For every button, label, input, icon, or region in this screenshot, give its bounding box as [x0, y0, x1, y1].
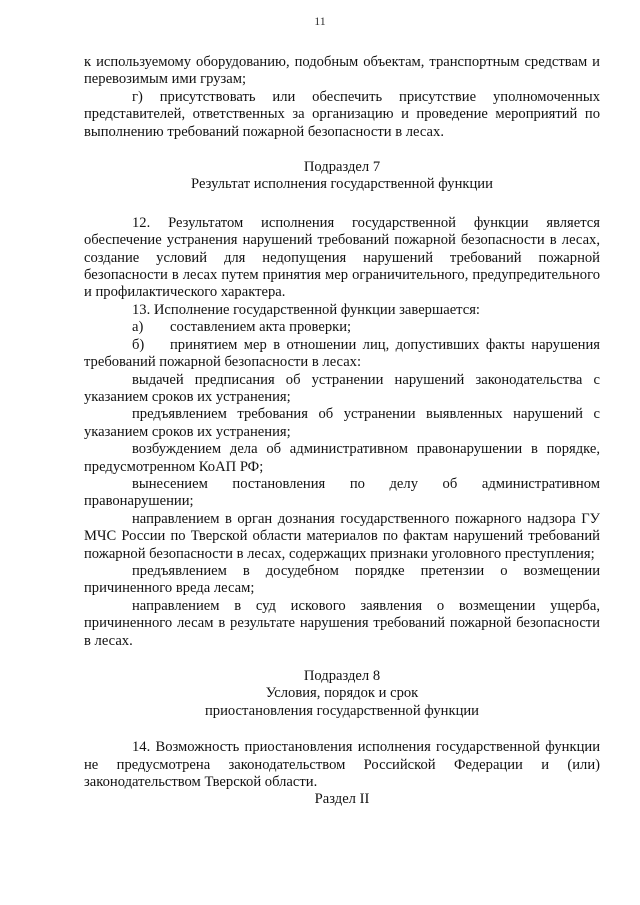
- list-text-b-rest: требований пожарной безопасности в лесах:: [84, 354, 362, 371]
- paragraph-item-14: 14. Возможность приостановления исполнения государственной функции не предусмотрена законодательством Российской Федерации и (или) законодательством Тверской области.: [84, 739, 600, 791]
- page-number: 11: [314, 14, 326, 28]
- subsection-8-title-line-1: Условия, порядок и срок: [265, 685, 419, 702]
- paragraph-equipment-access: к используемому оборудованию, подобным объектам, транспортным средствам и перевозимым ими грузам;: [84, 54, 600, 88]
- paragraph-item-13-intro: 13. Исполнение государственной функции завершается:: [132, 301, 480, 318]
- list-item-a: [84, 319, 600, 336]
- document-body: [84, 54, 600, 809]
- subsection-8-heading: Подраздел 8: [303, 668, 381, 684]
- section-2-heading: Раздел II: [314, 791, 370, 808]
- list-text-a: составлением акта проверки;: [170, 319, 352, 336]
- measure-item: направлением в суд искового заявления о возмещении ущерба, причиненного лесам в результате нарушения требований пожарной безопасности в лесах.: [84, 597, 600, 649]
- list-item-b: [84, 337, 600, 372]
- measure-item: направлением в орган дознания государственного пожарного надзора ГУ МЧС России по Тверской области материалов по фактам нарушений требований пожарной безопасности в лесах, содержащих признаки уголовного преступления;: [84, 510, 600, 562]
- list-marker-b: б): [132, 336, 145, 353]
- subsection-8-title-line-2: приостановления государственной функции: [204, 702, 479, 719]
- measure-item: предъявлением в досудебном порядке претензии о возмещении причиненного вреда лесам;: [84, 562, 600, 597]
- measure-item: предъявлением требования об устранении выявленных нарушений с указанием сроков их устранения;: [84, 406, 600, 440]
- measure-item: вынесением постановления по делу об административном правонарушении;: [84, 475, 600, 510]
- measure-item: выдачей предписания об устранении нарушений законодательства с указанием сроков их устранения;: [84, 371, 600, 405]
- subsection-7-title: Результат исполнения государственной функции: [191, 176, 493, 193]
- paragraph-item-12: 12. Результатом исполнения государственной функции является обеспечение устранения нарушений требований пожарной безопасности в лесах, создание условий для недопущения нарушений требований пожарной безопасности в лесах путем принятия мер ограничительного, предупредительного и профилактического характера.: [84, 214, 600, 301]
- subsection-7-heading: Подраздел 7: [303, 159, 381, 176]
- list-marker-a: а): [132, 319, 144, 336]
- measure-item: возбуждением дела об административном правонарушении в порядке, предусмотренном КоАП РФ;: [84, 441, 600, 475]
- list-text-b-first-line: принятием мер в отношении лиц, допустивших факты нарушения: [170, 336, 600, 353]
- paragraph-item-g: г) присутствовать или обеспечить присутствие уполномоченных представителей, ответственных за организацию и проведение мероприятий по выполнению требований пожарной безопасности в лесах.: [84, 88, 600, 140]
